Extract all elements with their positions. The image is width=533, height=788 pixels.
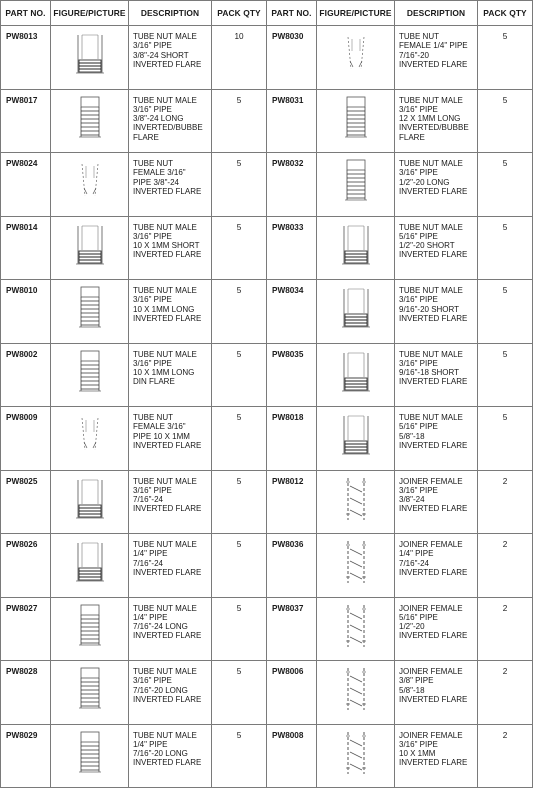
description-cell: TUBE NUT MALE 3/16" PIPE 10 X 1MM LONG INVERTED FLARE [129,280,212,344]
description-cell: TUBE NUT MALE 1/4" PIPE 7/16"-20 LONG INVERTED FLARE [129,724,212,788]
pack-qty-cell: 5 [478,89,533,153]
part-number-cell: PW8006 [267,661,317,725]
part-number-cell: PW8030 [267,26,317,90]
short-male-nut-icon [51,537,128,587]
part-number-cell: PW8014 [1,216,51,280]
description-cell: TUBE NUT MALE 3/16" PIPE 10 X 1MM SHORT INVERTED FLARE [129,216,212,280]
figure-cell [317,280,395,344]
table-row [1,216,533,280]
short-male-nut-icon [317,347,394,397]
figure-cell [51,597,129,661]
description-cell: TUBE NUT MALE 1/4" PIPE 7/16"-24 INVERTED FLARE [129,534,212,598]
figure-cell [317,26,395,90]
pack-qty-cell: 5 [212,407,267,471]
pack-qty-cell: 2 [478,724,533,788]
description-cell: JOINER FEMALE 3/16" PIPE 10 X 1MM INVERTED FLARE [395,724,478,788]
figure-cell [317,407,395,471]
table-row [1,724,533,788]
pack-qty-cell: 5 [478,26,533,90]
table-row [1,89,533,153]
pack-qty-cell: 5 [478,216,533,280]
figure-cell [317,153,395,217]
figure-cell [317,343,395,407]
figure-cell [51,216,129,280]
part-number-cell: PW8013 [1,26,51,90]
description-cell: TUBE NUT MALE 3/16" PIPE 9/16"-18 SHORT INVERTED FLARE [395,343,478,407]
part-number-cell: PW8029 [1,724,51,788]
description-cell: TUBE NUT MALE 3/16" PIPE 1/2"-20 LONG INVERTED FLARE [395,153,478,217]
part-number-cell: PW8002 [1,343,51,407]
part-number-cell: PW8017 [1,89,51,153]
short-male-nut-icon [51,220,128,270]
figure-cell [317,661,395,725]
description-cell: JOINER FEMALE 3/16" PIPE 3/8"-24 INVERTED FLARE [395,470,478,534]
description-cell: TUBE NUT MALE 3/16" PIPE 7/16"-24 INVERTED FLARE [129,470,212,534]
table-row [1,597,533,661]
description-cell: TUBE NUT FEMALE 1/4" PIPE 7/16"-20 INVERTED FLARE [395,26,478,90]
description-cell: TUBE NUT FEMALE 3/16" PIPE 3/8"-24 INVERTED FLARE [129,153,212,217]
part-number-cell: PW8026 [1,534,51,598]
part-number-cell: PW8031 [267,89,317,153]
table-row [1,343,533,407]
part-number-cell: PW8036 [267,534,317,598]
pack-qty-cell: 5 [212,661,267,725]
part-number-cell: PW8012 [267,470,317,534]
pack-qty-cell: 5 [478,343,533,407]
pack-qty-cell: 5 [212,280,267,344]
table-row [1,661,533,725]
part-number-cell: PW8027 [1,597,51,661]
header-part-no: PART NO. [1,1,51,26]
short-male-nut-icon [51,474,128,524]
figure-cell [317,89,395,153]
figure-cell [51,534,129,598]
description-cell: TUBE NUT MALE 3/16" PIPE 3/8"-24 LONG INVERTED/BUBBE FLARE [129,89,212,153]
long-male-nut-icon [51,664,128,714]
pack-qty-cell: 5 [212,343,267,407]
joiner-icon [317,664,394,714]
pack-qty-cell: 5 [212,470,267,534]
figure-cell [51,661,129,725]
description-cell: TUBE NUT MALE 3/16" PIPE 12 X 1MM LONG INVERTED/BUBBE FLARE [395,89,478,153]
part-number-cell: PW8018 [267,407,317,471]
pack-qty-cell: 5 [212,89,267,153]
header-figure: FIGURE/PICTURE [317,1,395,26]
figure-cell [317,470,395,534]
header-part-no: PART NO. [267,1,317,26]
table-row [1,407,533,471]
header-description: DESCRIPTION [129,1,212,26]
short-male-nut-icon [317,283,394,333]
pack-qty-cell: 5 [212,216,267,280]
part-number-cell: PW8032 [267,153,317,217]
description-cell: TUBE NUT MALE 5/16" PIPE 5/8"-18 INVERTED FLARE [395,407,478,471]
long-male-nut-icon [51,601,128,651]
part-number-cell: PW8037 [267,597,317,661]
figure-cell [317,724,395,788]
header-description: DESCRIPTION [395,1,478,26]
long-male-nut-icon [317,93,394,143]
header-pack-qty: PACK QTY [478,1,533,26]
part-number-cell: PW8024 [1,153,51,217]
pack-qty-cell: 5 [212,534,267,598]
table-row [1,470,533,534]
female-nut-icon [317,29,394,79]
description-cell: TUBE NUT MALE 5/16" PIPE 1/2"-20 SHORT INVERTED FLARE [395,216,478,280]
pack-qty-cell: 2 [478,470,533,534]
description-cell: TUBE NUT MALE 3/16" PIPE 9/16"-20 SHORT INVERTED FLARE [395,280,478,344]
pack-qty-cell: 2 [478,534,533,598]
pack-qty-cell: 5 [478,153,533,217]
figure-cell [51,724,129,788]
figure-cell [317,534,395,598]
short-male-nut-icon [317,220,394,270]
long-male-nut-icon [51,93,128,143]
joiner-icon [317,474,394,524]
table-row [1,153,533,217]
female-nut-icon [51,156,128,206]
table-row [1,534,533,598]
short-male-nut-icon [51,29,128,79]
table-row [1,280,533,344]
pack-qty-cell: 5 [478,407,533,471]
description-cell: JOINER FEMALE 5/16" PIPE 1/2"-20 INVERTED FLARE [395,597,478,661]
description-cell: TUBE NUT MALE 3/16" PIPE 3/8"-24 SHORT INVERTED FLARE [129,26,212,90]
figure-cell [317,597,395,661]
figure-cell [51,26,129,90]
joiner-icon [317,601,394,651]
figure-cell [51,407,129,471]
short-male-nut-icon [317,410,394,460]
description-cell: TUBE NUT MALE 3/16" PIPE 10 X 1MM LONG DIN FLARE [129,343,212,407]
pack-qty-cell: 2 [478,597,533,661]
catalog-body [1,26,533,788]
header-row [1,1,533,26]
description-cell: JOINER FEMALE 3/8" PIPE 5/8"-18 INVERTED FLARE [395,661,478,725]
joiner-icon [317,537,394,587]
figure-cell [51,343,129,407]
part-number-cell: PW8009 [1,407,51,471]
long-male-nut-icon [51,283,128,333]
figure-cell [51,153,129,217]
female-nut-icon [51,410,128,460]
header-pack-qty: PACK QTY [212,1,267,26]
joiner-icon [317,728,394,778]
pack-qty-cell: 5 [212,597,267,661]
header-figure: FIGURE/PICTURE [51,1,129,26]
long-male-nut-icon [317,156,394,206]
pack-qty-cell: 2 [478,661,533,725]
pack-qty-cell: 5 [212,724,267,788]
pack-qty-cell: 10 [212,26,267,90]
part-number-cell: PW8035 [267,343,317,407]
part-number-cell: PW8028 [1,661,51,725]
pack-qty-cell: 5 [212,153,267,217]
description-cell: TUBE NUT FEMALE 3/16" PIPE 10 X 1MM INVERTED FLARE [129,407,212,471]
pack-qty-cell: 5 [478,280,533,344]
description-cell: TUBE NUT MALE 1/4" PIPE 7/16"-24 LONG INVERTED FLARE [129,597,212,661]
long-male-nut-icon [51,728,128,778]
part-number-cell: PW8010 [1,280,51,344]
part-number-cell: PW8034 [267,280,317,344]
description-cell: TUBE NUT MALE 3/16" PIPE 7/16"-20 LONG INVERTED FLARE [129,661,212,725]
part-number-cell: PW8025 [1,470,51,534]
figure-cell [51,280,129,344]
description-cell: JOINER FEMALE 1/4" PIPE 7/16"-24 INVERTED FLARE [395,534,478,598]
figure-cell [51,470,129,534]
table-row [1,26,533,90]
figure-cell [317,216,395,280]
long-male-nut-icon [51,347,128,397]
part-number-cell: PW8033 [267,216,317,280]
part-number-cell: PW8008 [267,724,317,788]
figure-cell [51,89,129,153]
